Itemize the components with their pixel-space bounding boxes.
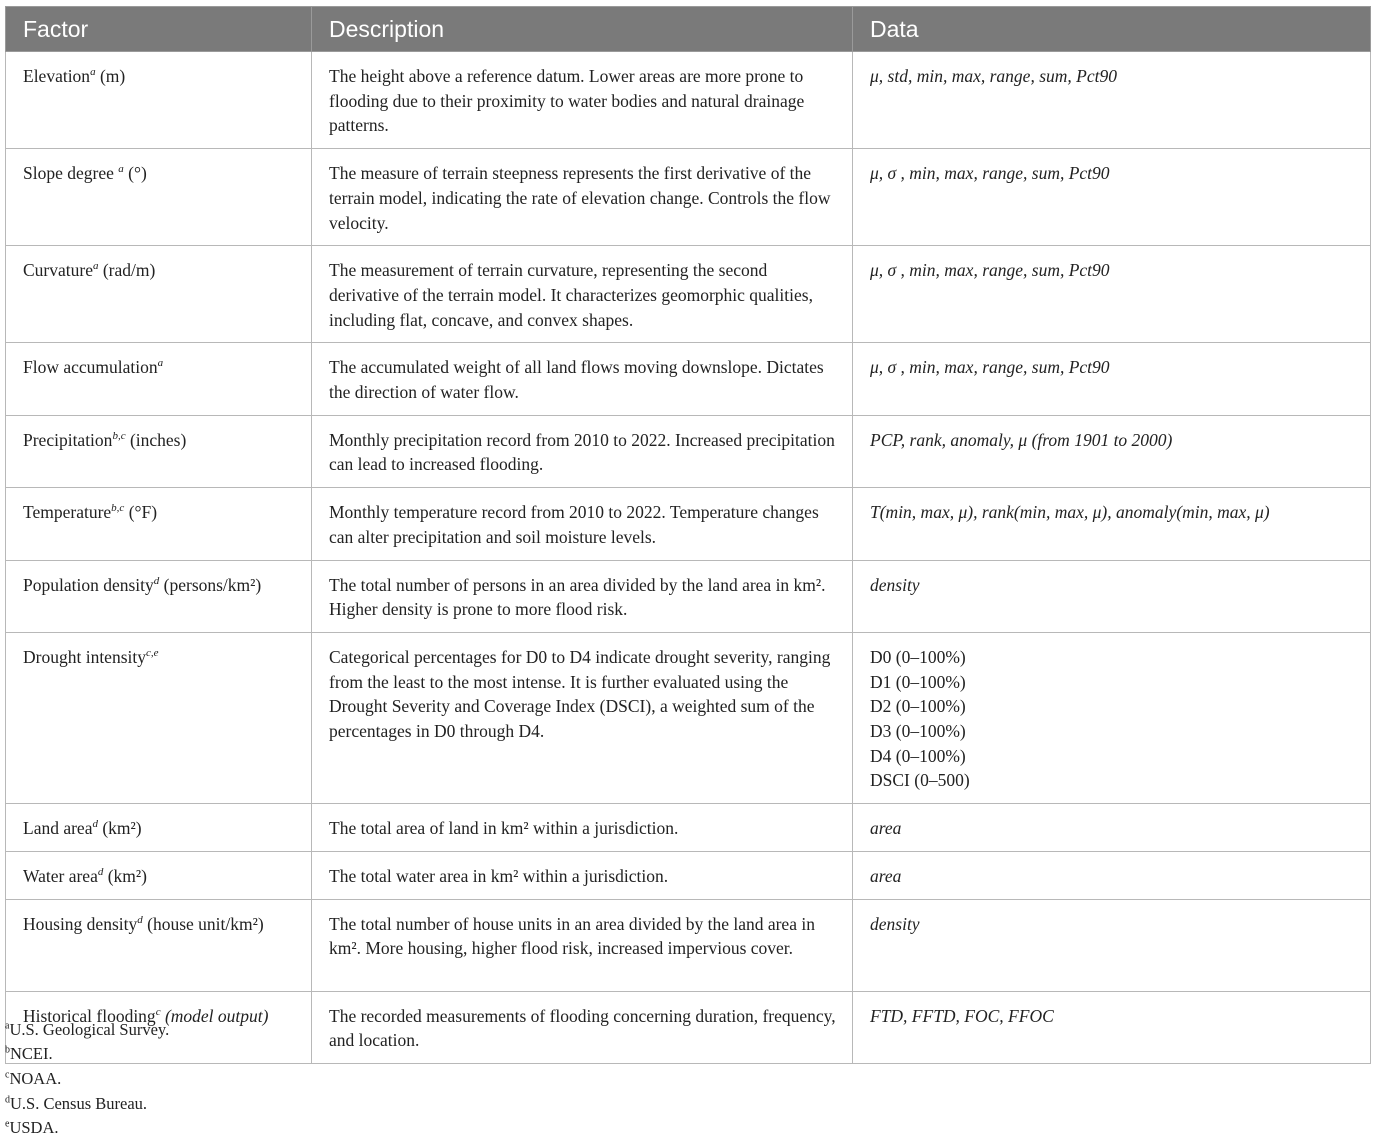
description-cell: The height above a reference datum. Lower areas are more prone to flooding due to their proximity to water bodies and natural drainage patterns. [312,52,853,149]
factor-unit: (house unit/km²) [142,913,264,934]
footnote-mark: a [118,163,124,176]
footnote-mark: d [97,866,104,879]
factor-name: Land area [23,818,93,839]
data-cell [853,632,1371,803]
data-line: D2 (0–100%) [870,696,966,717]
footnote-mark: d [137,913,143,926]
header-row [6,7,1371,52]
factor-name: Flow accumulation [23,357,158,378]
factor-name: Curvature [23,260,93,281]
factors-table [5,6,1371,1064]
factor-unit: (km²) [103,865,147,886]
footnote [5,1044,405,1064]
data-cell: T(min, max, μ), rank(min, max, μ), anomaly(min, max, μ) [853,488,1371,560]
factor-unit: (model output) [160,1005,269,1026]
table-row [6,851,1371,899]
factor-unit: (persons/km²) [159,574,262,595]
table-row [6,804,1371,852]
footnote-source: U.S. Geological Survey. [9,1020,170,1039]
factor-unit: (°F) [124,502,158,523]
footnote-mark: a [90,66,96,79]
factor-unit: (m) [95,66,126,86]
header-factor: Factor [6,7,312,52]
footnote-mark: b,c [112,429,126,442]
table-row [6,488,1371,560]
data-cell: μ, σ , min, max, range, sum, Pct90 [853,246,1371,343]
table-row [6,52,1371,149]
factor-unit: (°) [123,163,147,184]
description-cell: Categorical percentages for D0 to D4 indicate drought severity, ranging from the least to the most intense. It is further evaluated using the Drought Severity and Coverage Index (DSCI), a weighted sum of the percentages in D0 through D4. [312,632,853,803]
data-cell: FTD, FFTD, FOC, FFOC [853,991,1371,1063]
factor-name: Historical flooding [23,1005,156,1026]
footnote-source: USDA. [9,1118,59,1137]
footnote-letter: d [5,1094,10,1106]
table-row [6,560,1371,632]
footnote-letter: e [5,1118,10,1130]
factor-name: Housing density [23,913,138,934]
description-cell: The total water area in km² within a jurisdiction. [312,851,853,899]
data-line: DSCI (0–500) [870,770,970,791]
data-cell: PCP, rank, anomaly, μ (from 1901 to 2000) [853,415,1371,487]
description-cell: The total number of house units in an area divided by the land area in km². More housing, higher flood risk, increased impervious cover. [312,899,853,991]
factor-name: Water area [23,865,98,886]
table-row [6,899,1371,991]
footnote-letter: b [5,1044,10,1056]
factor-cell [6,488,312,560]
header-data: Data [853,7,1371,52]
footnote-letter: a [5,1020,10,1032]
factor-cell [6,246,312,343]
footnote-mark: a [157,357,164,370]
footnote [5,1069,405,1089]
description-cell: The recorded measurements of flooding concerning duration, frequency, and location. [312,991,853,1063]
data-cell: area [853,804,1371,852]
data-line: D3 (0–100%) [870,721,966,742]
factor-cell [6,149,312,246]
table-row [6,415,1371,487]
data-line: D4 (0–100%) [870,745,966,766]
footnote-source: NOAA. [9,1069,62,1088]
factor-cell [6,52,312,149]
factor-name: Temperature [23,502,112,523]
footnote-mark: b,c [111,502,125,515]
factor-name: Drought intensity [23,646,146,667]
data-cell: μ, std, min, max, range, sum, Pct90 [853,52,1371,149]
description-cell: The total area of land in km² within a jurisdiction. [312,804,853,852]
table-row [6,246,1371,343]
factor-cell [6,632,312,803]
footnote-mark: c,e [145,647,159,660]
footnote-source: NCEI. [10,1044,53,1063]
factor-cell [6,560,312,632]
table-row [6,632,1371,803]
factor-name: Slope degree [23,163,119,184]
factor-name: Precipitation [23,429,113,450]
factor-name: Population density [23,574,154,595]
description-cell: The measurement of terrain curvature, representing the second derivative of the terrain model. It characterizes geomorphic qualities, including flat, concave, and convex shapes. [312,246,853,343]
description-cell: The total number of persons in an area divided by the land area in km². Higher density is prone to more flood risk. [312,560,853,632]
footnote [5,1020,405,1040]
factor-unit: (rad/m) [98,260,156,281]
data-cell: μ, σ , min, max, range, sum, Pct90 [853,343,1371,415]
factor-cell [6,804,312,852]
footnote-source: U.S. Census Bureau. [10,1094,148,1113]
factor-name: Elevation [23,66,91,86]
table-body [6,52,1371,1064]
table-row [6,149,1371,246]
header-description: Description [312,7,853,52]
factor-unit: (inches) [125,429,187,450]
footnote-mark: d [92,818,98,831]
factor-unit: (km²) [97,818,142,839]
footnote-mark: c [155,1005,161,1018]
data-line: D1 (0–100%) [870,671,966,692]
description-cell: Monthly precipitation record from 2010 to 2022. Increased precipitation can lead to increased flooding. [312,415,853,487]
footnote [5,1118,405,1138]
data-line: D0 (0–100%) [870,646,966,667]
footnote [5,1094,405,1114]
factor-cell [6,851,312,899]
data-cell: density [853,899,1371,991]
data-cell: density [853,560,1371,632]
description-cell: The measure of terrain steepness represents the first derivative of the terrain model, indicating the rate of elevation change. Controls the flow velocity. [312,149,853,246]
factor-cell [6,415,312,487]
data-cell: μ, σ , min, max, range, sum, Pct90 [853,149,1371,246]
footnote-mark: d [153,574,160,587]
table-row [6,343,1371,415]
footnote-letter: c [5,1069,10,1081]
factor-cell [6,899,312,991]
description-cell: Monthly temperature record from 2010 to 2022. Temperature changes can alter precipitation and soil moisture levels. [312,488,853,560]
footnote-mark: a [92,260,99,273]
data-cell: area [853,851,1371,899]
factor-cell [6,343,312,415]
description-cell: The accumulated weight of all land flows moving downslope. Dictates the direction of water flow. [312,343,853,415]
